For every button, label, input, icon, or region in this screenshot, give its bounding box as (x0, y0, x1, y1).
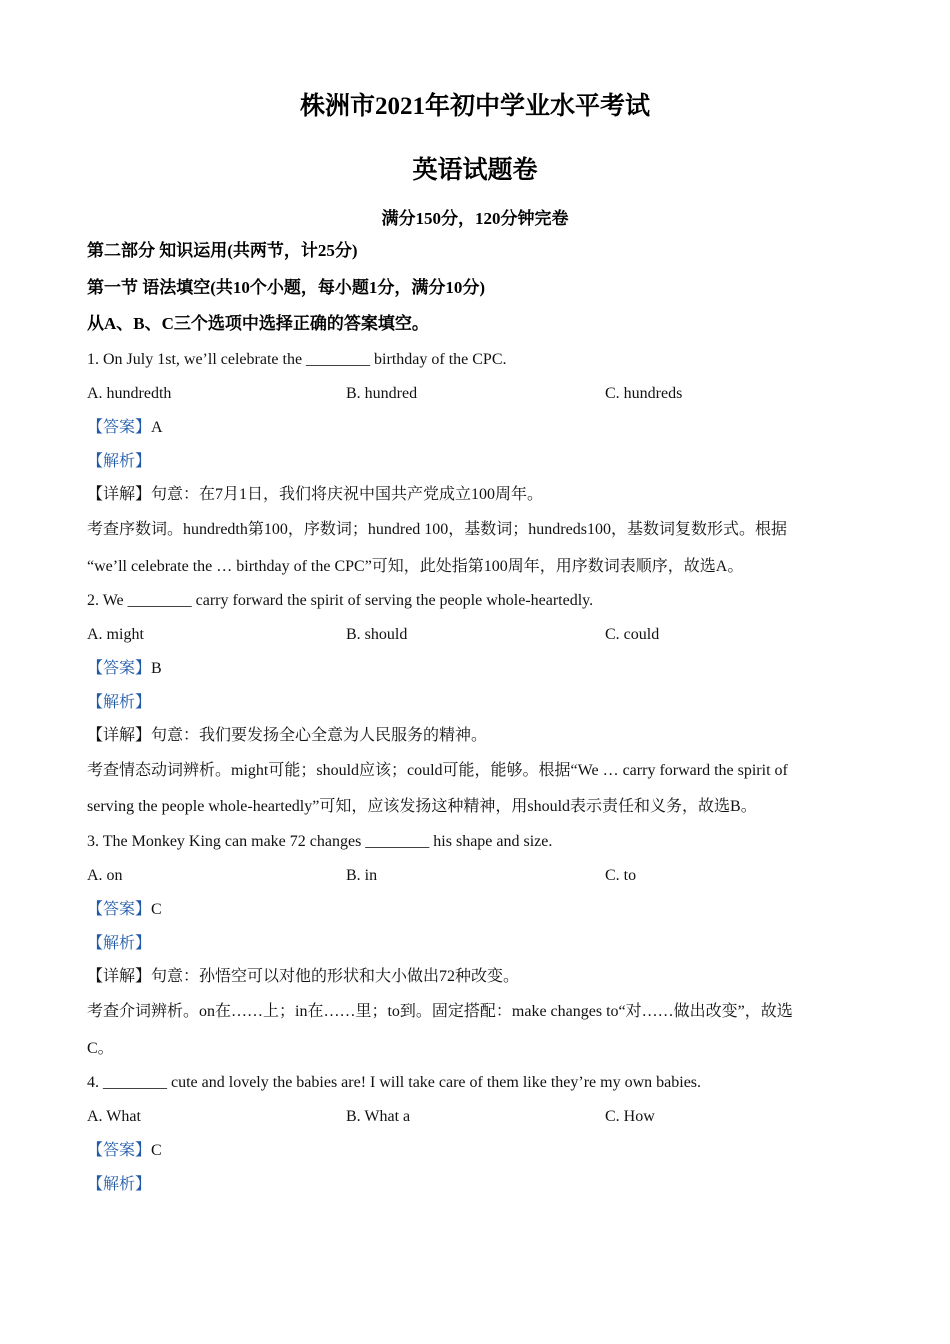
question-1-option-b: B. hundred (346, 385, 418, 402)
question-4-option-c: C. How (605, 1108, 655, 1125)
question-2-analysis-label: 【解析】 (87, 694, 152, 711)
question-2-explain-line-1: 考查情态动词辨析。might可能；should应该；could可能，能够。根据“We … carry forward the spirit of (87, 762, 788, 779)
question-2-detail (87, 726, 487, 746)
answer-label: 【答案】 (87, 660, 152, 677)
detail-label: 【详解】 (87, 968, 152, 985)
question-1-option-a: A. hundredth (87, 385, 172, 402)
question-2-option-b: B. should (346, 626, 408, 643)
answer-value: C (151, 901, 162, 918)
part-heading: 第二部分 知识运用(共两节，计25分) (87, 241, 358, 260)
question-1-explain-line-2: “we’ll celebrate the … birthday of the CPC”可知，此处指第100周年，用序数词表顺序，故选A。 (87, 558, 744, 575)
exam-title: 株洲市2021年初中学业水平考试 (299, 93, 650, 120)
question-3-option-b: B. in (346, 867, 378, 884)
question-1-detail (87, 485, 543, 505)
detail-text: 句意：在7月1日，我们将庆祝中国共产党成立100周年。 (151, 486, 544, 503)
question-3-answer (87, 900, 162, 920)
answer-value: A (151, 419, 163, 436)
answer-value: B (151, 660, 162, 677)
question-3-detail (87, 967, 519, 987)
question-3-explain-line-1: 考查介词辨析。on在……上；in在……里；to到。固定搭配：make changes to“对……做出改变”，故选 (87, 1003, 793, 1020)
question-2-option-a: A. might (87, 626, 144, 643)
question-3-explain-line-2: C。 (87, 1040, 114, 1057)
question-1-answer (87, 418, 163, 438)
subsection-heading: 第一节 语法填空(共10个小题，每小题1分，满分10分) (87, 278, 486, 297)
question-2-explain-line-2: serving the people whole-heartedly”可知，应该发扬这种精神，用should表示责任和义务，故选B。 (87, 798, 757, 815)
question-4-answer (87, 1141, 162, 1161)
answer-label: 【答案】 (87, 901, 152, 918)
question-1-analysis-label: 【解析】 (87, 453, 152, 470)
detail-text: 句意：我们要发扬全心全意为人民服务的精神。 (151, 727, 488, 744)
question-3-option-c: C. to (605, 867, 637, 884)
question-4-option-b: B. What a (346, 1108, 411, 1125)
question-1-stem: 1. On July 1st, we’ll celebrate the ________ birthday of the CPC. (87, 351, 507, 368)
instruction: 从A、B、C三个选项中选择正确的答案填空。 (87, 314, 429, 333)
question-2-stem: 2. We ________ carry forward the spirit of serving the people whole-heartedly. (87, 592, 594, 609)
detail-label: 【详解】 (87, 486, 152, 503)
question-1-explain-line-1: 考查序数词。hundredth第100，序数词；hundred 100，基数词；hundreds100，基数词复数形式。根据 (87, 521, 787, 538)
answer-value: C (151, 1142, 162, 1159)
score-info: 满分150分，120分钟完卷 (381, 209, 569, 228)
answer-label: 【答案】 (87, 419, 152, 436)
question-1-option-c: C. hundreds (605, 385, 683, 402)
detail-label: 【详解】 (87, 727, 152, 744)
question-4-stem: 4. ________ cute and lovely the babies are! I will take care of them like they’re my own babies. (87, 1074, 702, 1091)
detail-text: 句意：孙悟空可以对他的形状和大小做出72种改变。 (151, 968, 520, 985)
question-3-analysis-label: 【解析】 (87, 935, 152, 952)
question-3-option-a: A. on (87, 867, 123, 884)
question-3-stem: 3. The Monkey King can make 72 changes ________ his shape and size. (87, 833, 553, 850)
answer-label: 【答案】 (87, 1142, 152, 1159)
question-2-option-c: C. could (605, 626, 660, 643)
question-4-analysis-label: 【解析】 (87, 1176, 152, 1193)
question-2-answer (87, 659, 162, 679)
exam-subtitle: 英语试题卷 (412, 157, 538, 184)
question-4-option-a: A. What (87, 1108, 141, 1125)
